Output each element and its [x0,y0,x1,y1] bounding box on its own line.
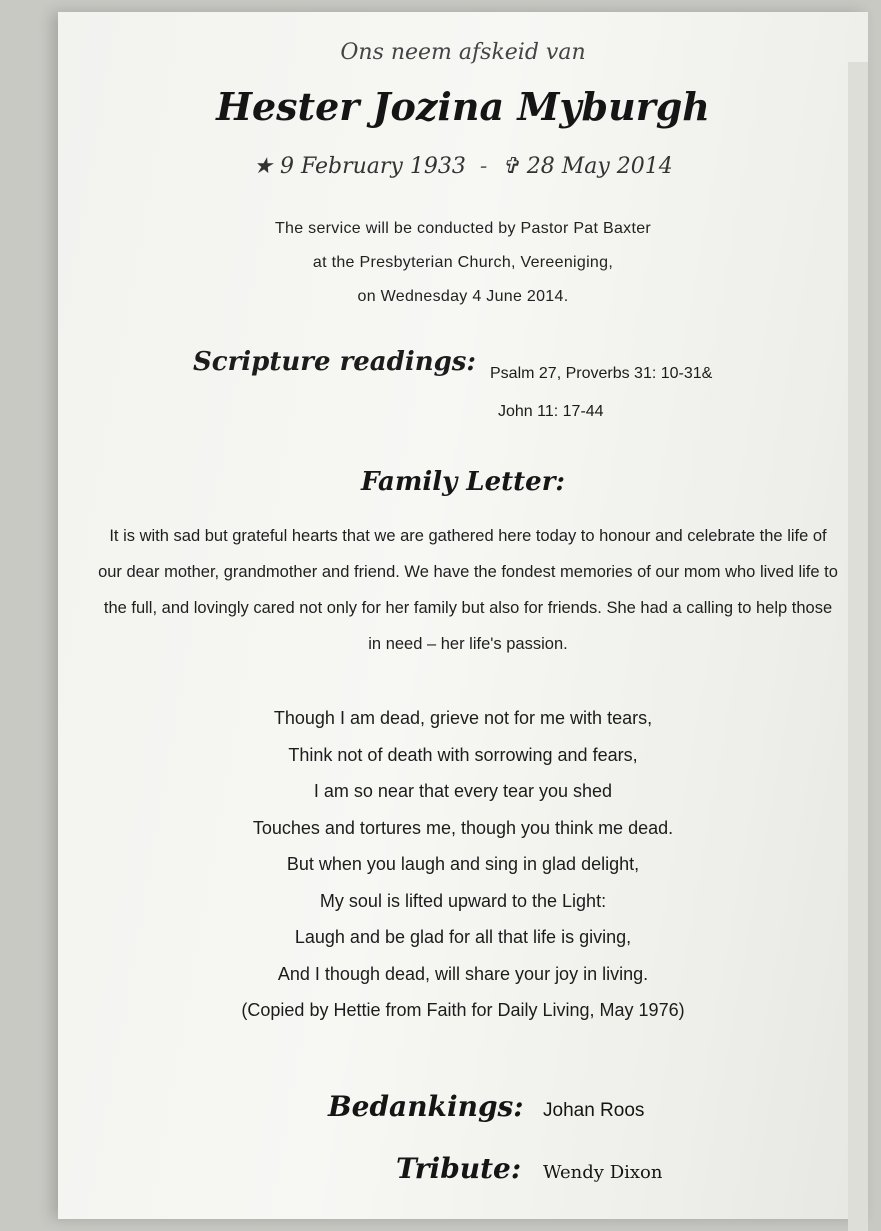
bedankings-value: Johan Roos [543,1100,645,1121]
family-letter-text: It is with sad but grateful hearts that we are gathered here today to honour and celebrate the life of our dear mother, grandmother and friend. We have the fondest memories of our mom who lived life to the full, and lovingly cared not only for her family but also for friends. She had a calling to help those in need – her life's passion. [98,527,838,653]
poem-line: I am so near that every tear you shed [313,781,613,801]
memorial-program-page [58,12,868,1219]
tribute-value: Wendy Dixon [543,1162,663,1183]
death-date: ✞ 28 May 2014 [501,154,673,179]
deceased-name: Hester Jozina Myburgh [216,84,710,129]
subtitle: Ons neem afskeid van [340,40,586,65]
poem-line: Laugh and be glad for all that life is giving, [294,927,632,947]
poem-line: Think not of death with sorrowing and fears, [288,744,638,765]
closing-credits [328,1090,828,1214]
service-line: The service will be conducted by Pastor Pat Baxter [274,220,652,237]
bedankings-label: Bedankings: [328,1090,524,1123]
scripture-line-1: Psalm 27, Proverbs 31: 10-31& [490,365,713,382]
date-separator: - [479,154,488,179]
birth-date: ★ 9 February 1933 [253,154,466,179]
poem-line: Though I am dead, grieve not for me with tears, [273,708,653,728]
poem-source: (Copied by Hettie from Faith for Daily Living, May 1976) [241,1000,685,1020]
tribute-label: Tribute: [396,1152,522,1185]
service-line: at the Presbyterian Church, Vereeniging, [312,254,614,271]
tribute-row [328,1152,828,1214]
poem-line: Touches and tortures me, though you think me dead. [252,817,674,838]
scripture-label: Scripture readings: [193,347,477,377]
family-letter-title: Family Letter: [361,467,565,497]
scripture-line-2: John 11: 17-44 [498,403,604,420]
poem [58,700,868,1029]
poem-line: My soul is lifted upward to the Light: [319,890,607,911]
life-dates [58,154,868,179]
poem-line: But when you laugh and sing in glad delight, [286,854,640,874]
service-line: on Wednesday 4 June 2014. [357,288,569,305]
service-details [58,212,868,314]
poem-line: And I though dead, will share your joy in living. [277,963,649,984]
bedankings-row [328,1090,828,1152]
